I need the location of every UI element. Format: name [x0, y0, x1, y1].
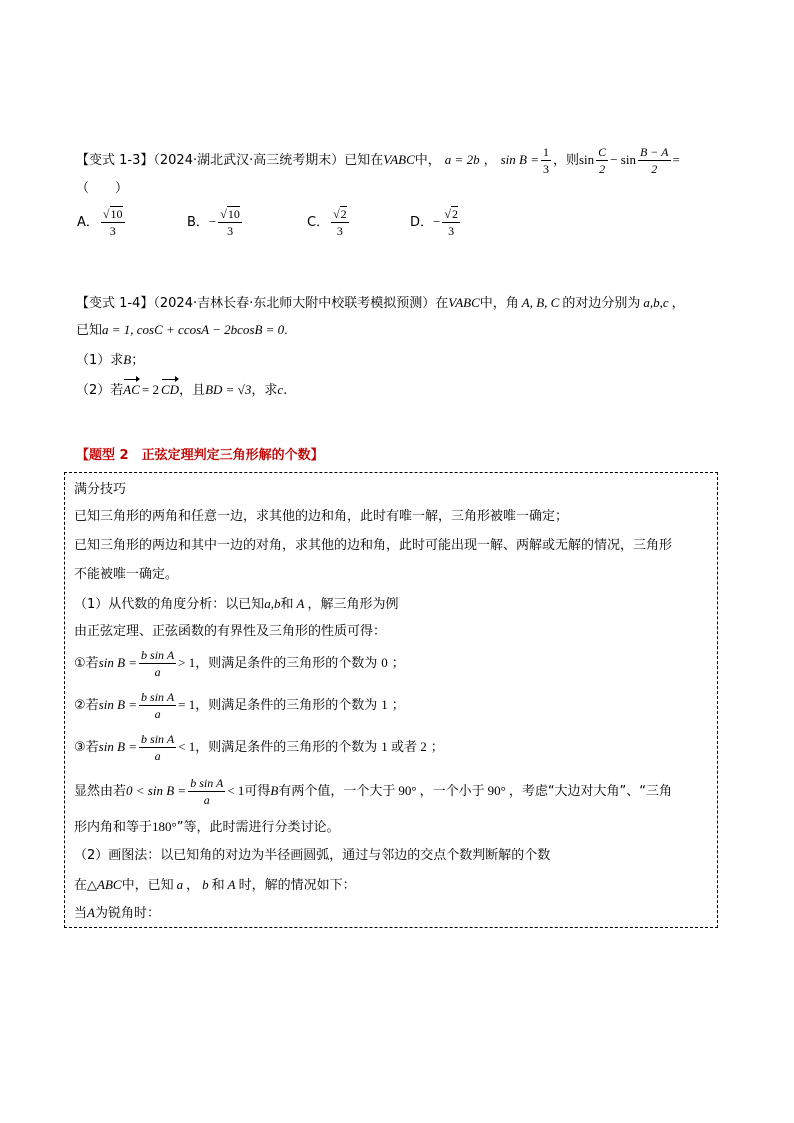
tips-paragraph-1: 已知三角形的两角和任意一边，求其他的边和角，此时有唯一解，三角形被唯一确定；	[74, 509, 569, 524]
problem-source: （2024·湖北武汉·高三统考期末）	[153, 153, 345, 168]
tips-paragraph-9: 当A为锐角时：	[74, 905, 160, 921]
tips-paragraph-6: 形内角和等于180°”等，此时需进行分类讨论。	[74, 819, 340, 835]
problem-tag: 【变式 1-3】	[76, 153, 154, 168]
option-d[interactable]: D．− $\frac{√2}{3}$	[410, 207, 458, 238]
option-b[interactable]: B．− $\frac{√10}{3}$	[187, 207, 240, 238]
problem-source: （2024·吉林长春·东北师大附中校联考模拟预测）	[153, 296, 436, 311]
vector-ac: AC	[123, 382, 140, 397]
fraction-one-third: $\frac{1}{3}$	[542, 145, 549, 176]
problem-1-4-condition: 已知a = 1, cosC + ccosA − 2bcosB = 0.	[76, 322, 288, 338]
section-title: 【题型 2 正弦定理判定三角形解的个数】	[76, 448, 324, 463]
problem-1-4-stem: 【变式 1-4】（2024·吉林长春·东北师大附中校联考模拟预测）在VABC中，角 A, B, C 的对边分别为 a,b,c ，	[76, 295, 685, 311]
tips-heading: 满分技巧	[74, 482, 127, 497]
tips-paragraph-4: 由正弦定理、正弦函数的有界性及三角形的性质可得：	[74, 624, 387, 639]
answer-blank: （ ）	[76, 181, 129, 196]
case-2: ②若sin B = $\frac{\text{b sin A}}{a}$ = 1，则满足条件的三角形的个数为 1 ；	[74, 690, 405, 721]
tips-paragraph-2-cont: 不能被唯一确定。	[74, 567, 179, 582]
option-c[interactable]: C． $\frac{√2}{3}$	[307, 207, 347, 238]
tips-paragraph-2: 已知三角形的两边和其中一边的对角，求其他的边和角，此时可能出现一解、两解或无解的情况，三角形	[74, 538, 673, 553]
tips-paragraph-3: （1）从代数的角度分析：以已知a,b和 A ，解三角形为例	[74, 596, 399, 612]
problem-1-3-stem: 【变式 1-3】（2024·湖北武汉·高三统考期末）已知在VABC中， a = 2b ， sin B = $\frac{1}{3}$ ，则sin $\frac{C}{2}$ − sin $\frac{B - A}{2}$ =	[76, 145, 680, 176]
question-1: （1）求B；	[76, 352, 145, 368]
vector-cd: CD	[161, 382, 180, 397]
option-a[interactable]: A． $\frac{√10}{3}$	[77, 207, 123, 238]
tips-paragraph-5: 显然由若0 < sin B = $\frac{\text{b sin A}}{a}$ < 1可得B有两个值，一个大于 90° ，一个小于 90° ，考虑“大边对大角”、“三角	[74, 776, 673, 807]
fraction-c-over-2: $\frac{C}{2}$	[598, 145, 607, 176]
case-1: ①若sin B = $\frac{\text{b sin A}}{a}$ > 1，则满足条件的三角形的个数为 0 ；	[74, 648, 405, 679]
case-3: ③若sin B = $\frac{\text{b sin A}}{a}$ < 1，则满足条件的三角形的个数为 1 或者 2 ；	[74, 732, 444, 763]
fraction-b-minus-a-over-2: $\frac{B - A}{2}$	[639, 145, 669, 176]
question-2: （2）若AC = 2 CD，且BD = √3，求c.	[76, 382, 288, 398]
tips-paragraph-8: 在△ABC中，已知 a ， b 和 A 时，解的情况如下：	[74, 877, 356, 893]
problem-tag: 【变式 1-4】	[76, 296, 154, 311]
tips-paragraph-7: （2）画图法：以已知角的对边为半径画圆弧，通过与邻边的交点个数判断解的个数	[74, 848, 551, 863]
